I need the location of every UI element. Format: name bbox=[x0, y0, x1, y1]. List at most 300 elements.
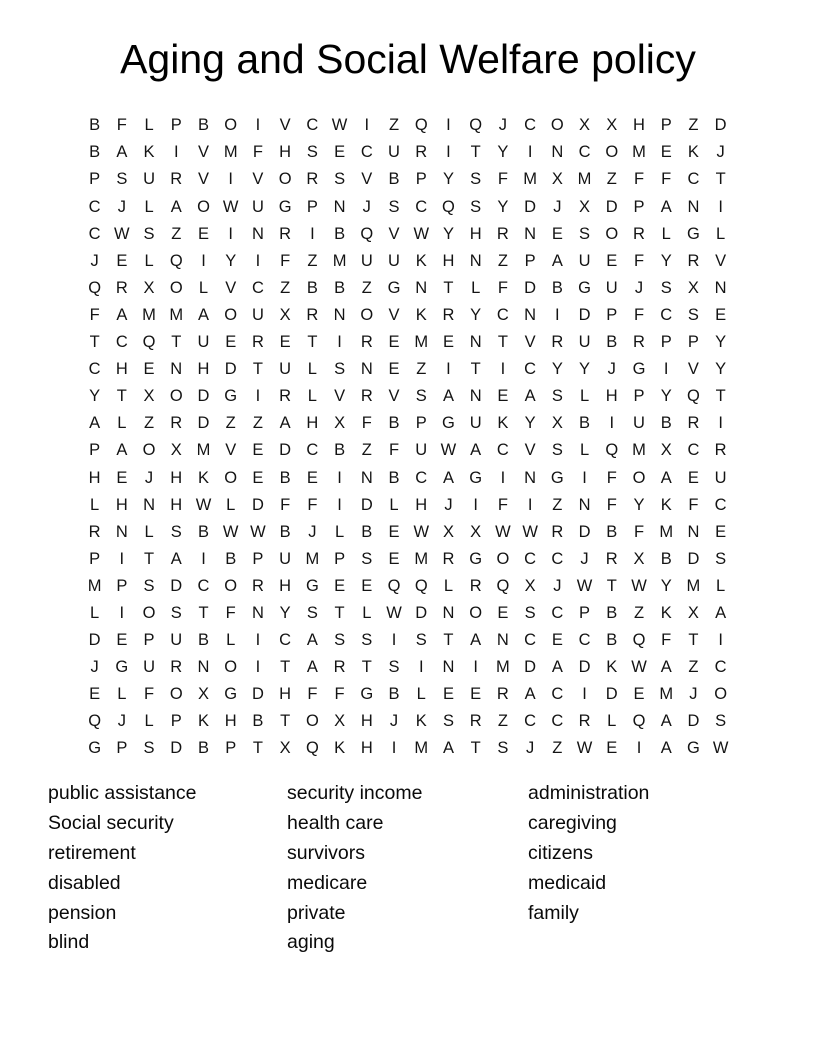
grid-letter: O bbox=[278, 170, 292, 189]
grid-letter: W bbox=[576, 739, 593, 758]
grid-letter: A bbox=[116, 143, 128, 162]
grid-letter: R bbox=[88, 522, 101, 541]
grid-letter: Q bbox=[142, 333, 156, 352]
grid-letter: L bbox=[226, 495, 236, 514]
grid-letter: C bbox=[551, 603, 564, 622]
grid-letter: Y bbox=[715, 360, 727, 379]
grid-letter: C bbox=[524, 116, 537, 135]
grid-letter: C bbox=[415, 197, 428, 216]
grid-letter: B bbox=[279, 468, 291, 487]
grid-letter: Y bbox=[442, 224, 454, 243]
grid-letter: N bbox=[251, 224, 264, 243]
grid-letter: C bbox=[660, 305, 673, 324]
grid-letter: A bbox=[197, 305, 209, 324]
grid-letter: B bbox=[606, 631, 618, 650]
grid-letter: X bbox=[197, 685, 209, 704]
grid-letter: R bbox=[251, 576, 264, 595]
word-list-item: disabled bbox=[48, 871, 121, 894]
grid-letter: Y bbox=[279, 603, 291, 622]
grid-letter: T bbox=[470, 143, 481, 162]
grid-letter: I bbox=[473, 658, 478, 677]
grid-letter: H bbox=[360, 739, 373, 758]
grid-letter: R bbox=[469, 712, 482, 731]
grid-letter: W bbox=[631, 658, 647, 677]
grid-letter: Q bbox=[360, 224, 374, 243]
grid-letter: P bbox=[170, 712, 182, 731]
grid-letter: S bbox=[524, 603, 536, 622]
grid-letter: D bbox=[170, 739, 183, 758]
grid-letter: H bbox=[605, 387, 618, 406]
grid-letter: M bbox=[305, 549, 320, 568]
grid-letter: K bbox=[687, 143, 699, 162]
grid-letter: D bbox=[197, 414, 210, 433]
grid-letter: W bbox=[222, 197, 239, 216]
grid-letter: B bbox=[197, 739, 209, 758]
grid-letter: F bbox=[688, 495, 699, 514]
grid-letter: J bbox=[444, 495, 453, 514]
grid-letter: I bbox=[718, 631, 723, 650]
grid-letter: S bbox=[715, 712, 727, 731]
grid-letter: C bbox=[687, 170, 700, 189]
grid-letter: T bbox=[252, 360, 263, 379]
grid-letter: X bbox=[279, 305, 291, 324]
grid-letter: V bbox=[197, 170, 209, 189]
grid-letter: N bbox=[143, 495, 155, 514]
grid-letter: O bbox=[605, 224, 619, 243]
grid-letter: P bbox=[143, 631, 155, 650]
grid-letter: Z bbox=[252, 414, 263, 433]
grid-letter: Y bbox=[497, 143, 509, 162]
grid-letter: M bbox=[577, 170, 592, 189]
grid-letter: T bbox=[334, 603, 345, 622]
grid-letter: U bbox=[415, 441, 428, 460]
grid-letter: C bbox=[306, 116, 319, 135]
grid-letter: F bbox=[497, 495, 508, 514]
grid-letter: R bbox=[442, 305, 455, 324]
grid-letter: A bbox=[170, 549, 182, 568]
grid-letter: A bbox=[660, 658, 672, 677]
word-list-column bbox=[528, 779, 649, 928]
grid-letter: M bbox=[332, 251, 347, 270]
grid-letter: D bbox=[415, 603, 428, 622]
grid-letter: I bbox=[391, 631, 397, 650]
grid-letter: C bbox=[714, 495, 727, 514]
grid-letter: F bbox=[225, 603, 236, 622]
word-list-item: administration bbox=[528, 782, 650, 804]
grid-letter: N bbox=[524, 468, 537, 487]
word-list-column bbox=[287, 779, 422, 958]
grid-letter: E bbox=[660, 143, 672, 162]
grid-letter: Y bbox=[715, 333, 727, 352]
grid-letter: G bbox=[387, 278, 401, 297]
grid-letter: Q bbox=[414, 116, 428, 135]
grid-letter: I bbox=[119, 549, 125, 568]
grid-letter: Q bbox=[305, 739, 319, 758]
grid-letter: A bbox=[306, 658, 318, 677]
grid-letter: Z bbox=[688, 116, 699, 135]
grid-letter: V bbox=[524, 333, 536, 352]
grid-letter: Z bbox=[497, 712, 508, 731]
grid-letter: E bbox=[687, 468, 699, 487]
grid-letter: N bbox=[524, 224, 537, 243]
grid-letter: P bbox=[579, 603, 591, 622]
grid-letter: P bbox=[415, 170, 427, 189]
grid-letter: N bbox=[115, 522, 128, 541]
grid-letter: Y bbox=[633, 495, 645, 514]
grid-letter: I bbox=[201, 251, 206, 270]
grid-letter: V bbox=[715, 251, 727, 270]
grid-letter: N bbox=[469, 251, 482, 270]
grid-letter: E bbox=[633, 685, 645, 704]
grid-letter: B bbox=[579, 414, 591, 433]
grid-letter: G bbox=[578, 278, 591, 297]
grid-letter: D bbox=[251, 495, 264, 514]
grid-letter: D bbox=[224, 360, 237, 379]
grid-letter: G bbox=[687, 224, 700, 243]
grid-letter: I bbox=[555, 305, 560, 324]
grid-letter: O bbox=[224, 116, 238, 135]
grid-letter: Y bbox=[579, 360, 591, 379]
grid-letter: I bbox=[337, 333, 342, 352]
grid-letter: G bbox=[687, 739, 700, 758]
grid-letter: E bbox=[334, 143, 346, 162]
grid-letter: S bbox=[306, 603, 318, 622]
grid-letter: G bbox=[278, 197, 292, 216]
grid-letter: J bbox=[607, 360, 616, 379]
grid-letter: W bbox=[386, 603, 402, 622]
grid-letter: L bbox=[362, 603, 372, 622]
grid-letter: N bbox=[170, 360, 183, 379]
grid-letter: I bbox=[527, 143, 533, 162]
grid-letter: A bbox=[660, 712, 672, 731]
grid-letter: L bbox=[307, 387, 317, 406]
grid-letter: Q bbox=[88, 278, 102, 297]
grid-letter: J bbox=[689, 685, 698, 704]
grid-letter: U bbox=[633, 414, 645, 433]
grid-letter: E bbox=[89, 685, 101, 704]
grid-letter: B bbox=[334, 224, 346, 243]
grid-letter: X bbox=[660, 441, 672, 460]
grid-letter: V bbox=[388, 387, 400, 406]
grid-letter: C bbox=[279, 631, 292, 650]
grid-letter: U bbox=[469, 414, 482, 433]
grid-letter: D bbox=[578, 522, 591, 541]
grid-letter: O bbox=[224, 468, 238, 487]
grid-letter: I bbox=[527, 495, 533, 514]
grid-letter: G bbox=[632, 360, 646, 379]
grid-letter: A bbox=[116, 441, 128, 460]
grid-letter: T bbox=[307, 333, 318, 352]
grid-letter: Z bbox=[416, 360, 427, 379]
grid-letter: T bbox=[715, 170, 726, 189]
grid-letter: C bbox=[687, 441, 700, 460]
word-list-item: security income bbox=[287, 782, 423, 804]
grid-letter: P bbox=[116, 739, 128, 758]
grid-letter: W bbox=[631, 576, 647, 595]
grid-letter: Z bbox=[552, 495, 563, 514]
grid-letter: B bbox=[197, 631, 209, 650]
grid-letter: L bbox=[144, 712, 154, 731]
grid-letter: H bbox=[442, 251, 455, 270]
grid-letter: D bbox=[524, 658, 537, 677]
grid-letter: M bbox=[632, 441, 646, 460]
grid-letter: Z bbox=[307, 251, 318, 270]
grid-letter: T bbox=[144, 549, 155, 568]
grid-letter: F bbox=[116, 116, 127, 135]
grid-letter: P bbox=[524, 251, 536, 270]
word-list-item: health care bbox=[287, 811, 384, 834]
grid-letter: U bbox=[578, 333, 591, 352]
grid-letter: B bbox=[89, 116, 101, 135]
grid-letter: T bbox=[198, 603, 209, 622]
grid-letter: E bbox=[279, 333, 291, 352]
grid-letter: D bbox=[605, 685, 618, 704]
grid-letter: E bbox=[606, 739, 618, 758]
grid-letter: M bbox=[87, 576, 102, 595]
grid-letter: X bbox=[279, 739, 291, 758]
grid-letter: S bbox=[170, 522, 182, 541]
grid-letter: C bbox=[578, 631, 591, 650]
grid-letter: M bbox=[686, 576, 701, 595]
grid-letter: U bbox=[578, 251, 591, 270]
grid-letter: O bbox=[605, 143, 619, 162]
grid-letter: O bbox=[469, 603, 483, 622]
grid-letter: L bbox=[144, 116, 154, 135]
grid-letter: I bbox=[337, 468, 342, 487]
grid-letter: R bbox=[633, 224, 645, 243]
grid-letter: I bbox=[337, 495, 342, 514]
grid-letter: T bbox=[280, 658, 291, 677]
grid-letter: O bbox=[550, 116, 564, 135]
grid-letter: N bbox=[442, 603, 455, 622]
grid-letter: L bbox=[607, 712, 617, 731]
grid-letter: L bbox=[389, 495, 399, 514]
grid-letter: R bbox=[251, 333, 264, 352]
grid-letter: A bbox=[660, 739, 672, 758]
grid-letter: T bbox=[470, 360, 481, 379]
grid-letter: A bbox=[89, 414, 101, 433]
grid-letter: N bbox=[469, 333, 482, 352]
grid-letter: E bbox=[497, 603, 509, 622]
grid-letter: J bbox=[553, 197, 562, 216]
grid-letter: D bbox=[578, 305, 591, 324]
grid-letter: R bbox=[306, 170, 319, 189]
grid-letter: R bbox=[496, 224, 509, 243]
grid-letter: A bbox=[306, 631, 318, 650]
grid-letter: S bbox=[415, 631, 427, 650]
grid-letter: U bbox=[388, 251, 400, 270]
grid-letter: F bbox=[633, 305, 645, 324]
word-list-item: survivors bbox=[287, 841, 366, 864]
grid-letter: C bbox=[251, 278, 264, 297]
grid-letter: U bbox=[170, 631, 183, 650]
grid-letter: F bbox=[361, 414, 372, 433]
grid-letter: Y bbox=[660, 251, 672, 270]
grid-letter: I bbox=[228, 170, 233, 189]
grid-letter: Z bbox=[225, 414, 236, 433]
grid-letter: A bbox=[116, 305, 128, 324]
grid-letter: O bbox=[496, 549, 510, 568]
grid-letter: U bbox=[143, 170, 155, 189]
grid-letter: L bbox=[416, 685, 426, 704]
grid-letter: F bbox=[280, 495, 291, 514]
grid-letter: P bbox=[633, 387, 645, 406]
grid-letter: Q bbox=[442, 197, 455, 216]
grid-letter: Y bbox=[470, 305, 482, 324]
grid-letter: N bbox=[687, 197, 700, 216]
grid-letter: A bbox=[279, 414, 291, 433]
grid-letter: X bbox=[551, 170, 563, 189]
grid-letter: L bbox=[144, 197, 154, 216]
grid-letter: I bbox=[201, 549, 206, 568]
grid-letter: R bbox=[415, 143, 428, 162]
grid-letter: D bbox=[197, 387, 210, 406]
grid-letter: J bbox=[308, 522, 317, 541]
grid-letter: X bbox=[334, 414, 346, 433]
grid-letter: M bbox=[414, 333, 429, 352]
grid-letter: V bbox=[279, 116, 291, 135]
grid-letter: V bbox=[388, 224, 400, 243]
grid-letter: F bbox=[633, 170, 645, 189]
grid-letter: H bbox=[170, 495, 183, 514]
grid-letter: I bbox=[255, 116, 261, 135]
grid-letter: S bbox=[551, 441, 563, 460]
grid-letter: Z bbox=[388, 116, 400, 135]
grid-letter: F bbox=[307, 495, 318, 514]
word-list-item: medicaid bbox=[528, 871, 607, 894]
grid-letter: S bbox=[306, 143, 318, 162]
grid-letter: J bbox=[498, 116, 508, 135]
word-list-item: Social security bbox=[48, 811, 174, 834]
grid-letter: R bbox=[687, 251, 700, 270]
grid-letter: K bbox=[143, 143, 155, 162]
grid-letter: F bbox=[388, 441, 400, 460]
grid-letter: D bbox=[88, 631, 101, 650]
grid-letter: S bbox=[334, 170, 346, 189]
grid-letter: B bbox=[197, 116, 209, 135]
grid-letter: J bbox=[389, 712, 399, 731]
grid-letter: G bbox=[224, 387, 238, 406]
grid-letter: V bbox=[334, 387, 346, 406]
grid-letter: X bbox=[687, 278, 699, 297]
grid-letter: X bbox=[687, 603, 699, 622]
grid-letter: E bbox=[606, 251, 618, 270]
grid-letter: A bbox=[551, 251, 563, 270]
grid-letter: X bbox=[524, 576, 536, 595]
grid-letter: F bbox=[89, 305, 100, 324]
grid-letter: B bbox=[334, 278, 346, 297]
grid-letter: S bbox=[334, 360, 346, 379]
grid-letter: H bbox=[469, 224, 482, 243]
grid-letter: Q bbox=[169, 251, 183, 270]
grid-letter: M bbox=[496, 658, 510, 677]
grid-letter: L bbox=[334, 522, 345, 541]
grid-letter: I bbox=[636, 739, 642, 758]
grid-letter: K bbox=[415, 305, 427, 324]
grid-letter: D bbox=[687, 712, 700, 731]
grid-letter: J bbox=[634, 278, 644, 297]
grid-letter: M bbox=[196, 441, 211, 460]
grid-letter: F bbox=[497, 170, 508, 189]
grid-letter: J bbox=[90, 251, 99, 270]
grid-letter: W bbox=[331, 116, 348, 135]
grid-letter: K bbox=[606, 658, 618, 677]
grid-letter: N bbox=[578, 495, 591, 514]
grid-letter: E bbox=[388, 549, 400, 568]
grid-letter: R bbox=[333, 658, 346, 677]
grid-letter: D bbox=[170, 576, 183, 595]
grid-letter: W bbox=[440, 441, 457, 460]
grid-letter: C bbox=[306, 441, 319, 460]
grid-letter: U bbox=[388, 143, 400, 162]
grid-letter: P bbox=[89, 549, 101, 568]
grid-letter: H bbox=[197, 360, 210, 379]
grid-letter: Z bbox=[497, 251, 508, 270]
grid-letter: E bbox=[388, 333, 400, 352]
grid-letter: B bbox=[551, 278, 563, 297]
grid-letter: F bbox=[280, 251, 291, 270]
grid-letter: T bbox=[252, 739, 263, 758]
grid-letter: Y bbox=[551, 360, 563, 379]
grid-letter: Z bbox=[633, 603, 645, 622]
grid-letter: U bbox=[279, 360, 292, 379]
grid-letter: V bbox=[197, 143, 209, 162]
grid-letter: J bbox=[117, 197, 126, 216]
grid-letter: B bbox=[388, 468, 400, 487]
grid-letter: R bbox=[115, 278, 128, 297]
grid-letter: C bbox=[578, 143, 591, 162]
grid-letter: F bbox=[252, 143, 263, 162]
grid-letter: I bbox=[473, 495, 478, 514]
grid-letter: O bbox=[224, 305, 238, 324]
grid-letter: E bbox=[197, 224, 209, 243]
grid-letter: B bbox=[606, 333, 618, 352]
grid-letter: F bbox=[144, 685, 155, 704]
grid-letter: J bbox=[117, 712, 126, 731]
grid-letter: L bbox=[443, 576, 454, 595]
grid-letter: X bbox=[579, 197, 591, 216]
grid-letter: P bbox=[116, 576, 128, 595]
grid-letter: Z bbox=[280, 278, 291, 297]
word-list-item: retirement bbox=[48, 841, 136, 864]
grid-letter: E bbox=[225, 333, 237, 352]
grid-letter: F bbox=[307, 685, 318, 704]
grid-letter: A bbox=[524, 685, 536, 704]
grid-letter: Z bbox=[361, 441, 372, 460]
grid-letter: X bbox=[470, 522, 482, 541]
grid-letter: I bbox=[255, 631, 261, 650]
grid-letter: S bbox=[470, 197, 482, 216]
grid-letter: C bbox=[496, 305, 509, 324]
word-list-item: blind bbox=[48, 931, 90, 954]
grid-letter: E bbox=[715, 522, 727, 541]
grid-letter: A bbox=[470, 441, 482, 460]
grid-letter: E bbox=[551, 224, 563, 243]
grid-letter: F bbox=[497, 278, 508, 297]
grid-letter: R bbox=[605, 549, 618, 568]
grid-letter: C bbox=[115, 333, 128, 352]
grid-letter: O bbox=[142, 603, 156, 622]
grid-letter: S bbox=[388, 658, 400, 677]
grid-letter: C bbox=[714, 658, 727, 677]
grid-letter: Q bbox=[496, 576, 510, 595]
grid-letter: V bbox=[388, 305, 400, 324]
grid-letter: R bbox=[551, 333, 564, 352]
grid-letter: Q bbox=[605, 441, 619, 460]
grid-letter: D bbox=[687, 549, 700, 568]
grid-letter: C bbox=[551, 685, 564, 704]
grid-letter: H bbox=[88, 468, 101, 487]
